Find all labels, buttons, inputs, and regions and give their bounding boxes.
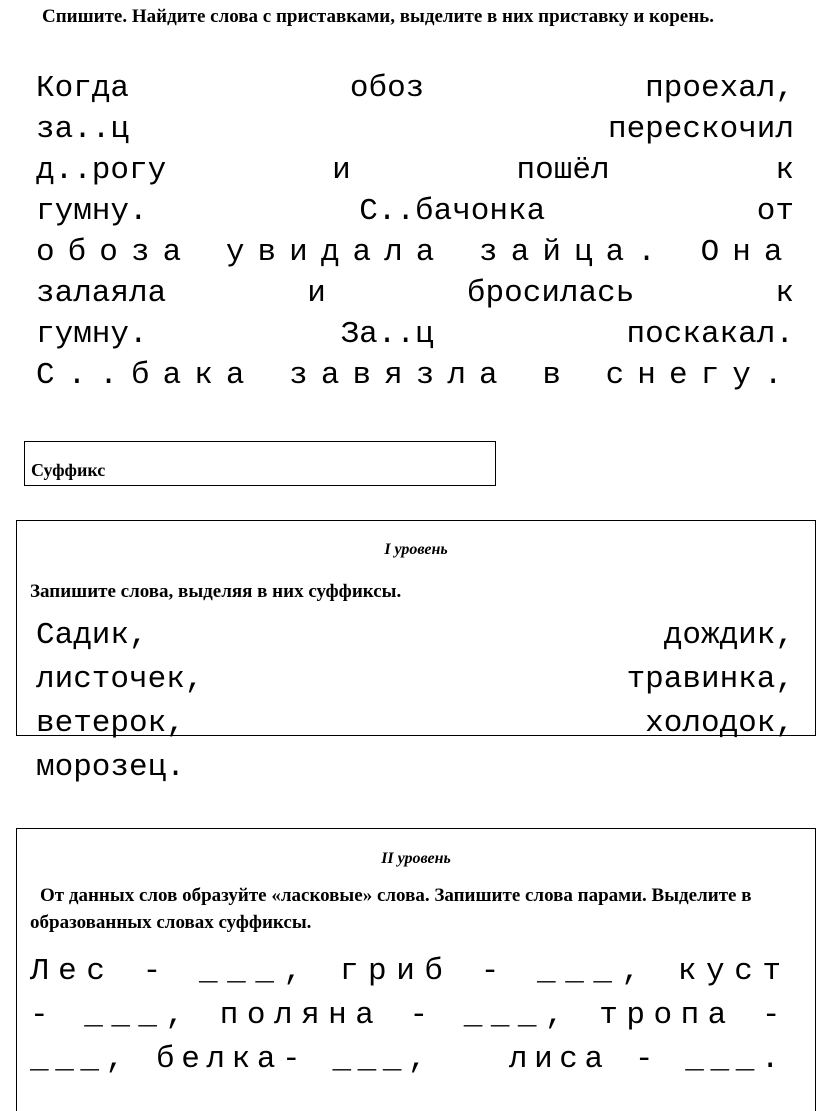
text-line (36, 232, 794, 273)
text-line (36, 314, 794, 355)
word: морозец. (36, 750, 185, 785)
word: С..бачонка (359, 194, 546, 229)
text-line (36, 746, 794, 790)
word: обоза увидала зайца. Она (36, 235, 796, 270)
word: гумну. (36, 194, 148, 229)
text-line (36, 658, 794, 702)
word: травинка, (626, 662, 794, 697)
word: ветерок, (36, 706, 185, 741)
word: дождик, (663, 618, 794, 653)
word: перескочил (607, 112, 794, 147)
text-line (36, 273, 794, 314)
level1-instruction: Запишите слова, выделяя в них суффиксы. (30, 581, 402, 602)
word: обоз (349, 71, 425, 106)
text-line (36, 702, 794, 746)
text-line (36, 614, 794, 658)
word: ___, белка- ___, лиса - ___. (30, 1042, 787, 1077)
word: За..ц (340, 317, 434, 352)
text-line (36, 150, 794, 191)
level2-instruction: От данных слов образуйте «ласковые» слова. Запишите слова парами. Выделите в образованных словах суффиксы. (30, 885, 752, 933)
word: гумну. (36, 317, 148, 352)
text-line (36, 355, 794, 396)
word: бросилась (466, 276, 635, 311)
word: проехал, (645, 71, 794, 106)
word: холодок, (645, 706, 794, 741)
task-text (36, 68, 794, 396)
text-line (30, 994, 794, 1038)
word: к (775, 153, 794, 188)
word: и (307, 276, 326, 311)
word: - ___, поляна - ___, тропа - (30, 998, 789, 1033)
text-line (36, 191, 794, 232)
level1-label: I уровень (384, 541, 448, 558)
level2-words (30, 950, 794, 1082)
text-line (30, 950, 794, 994)
word: Садик, (36, 618, 148, 653)
word: Когда (36, 71, 130, 106)
word: поскакал. (626, 317, 794, 352)
word: пошёл (516, 153, 610, 188)
word: за..ц (36, 112, 130, 147)
word: листочек, (36, 662, 204, 697)
section-heading: Суффикс (31, 460, 106, 480)
level2-label: II уровень (381, 850, 451, 867)
level1-words (36, 614, 794, 790)
word: Лес - ___, гриб - ___, куст (30, 954, 791, 989)
text-line (36, 109, 794, 150)
text-line (36, 68, 794, 109)
word: от (756, 194, 794, 229)
word: к (775, 276, 794, 311)
word: С..бака завязла в снегу. (36, 358, 796, 393)
word: и (332, 153, 351, 188)
word: залаяла (36, 276, 167, 311)
task-instruction: Спишите. Найдите слова с приставками, выделите в них приставку и корень. (42, 6, 714, 27)
text-line (30, 1038, 794, 1082)
word: д..рогу (36, 153, 167, 188)
